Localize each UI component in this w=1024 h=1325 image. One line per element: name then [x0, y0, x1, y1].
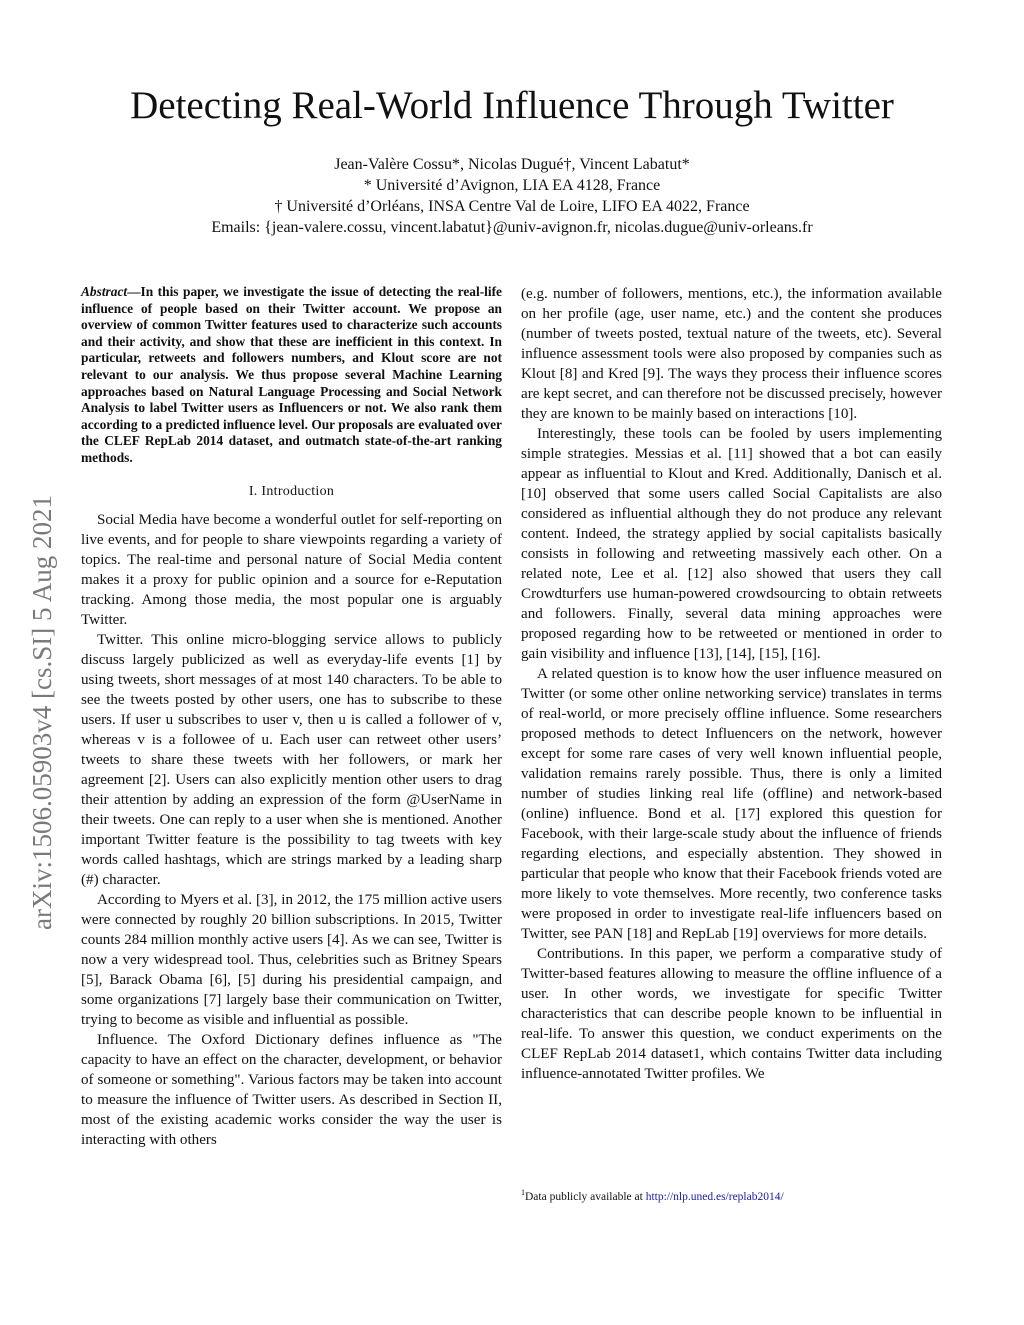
affiliation-1: * Université d’Avignon, LIA EA 4128, France: [363, 177, 661, 194]
right-column: [521, 284, 942, 1084]
paragraph: Influence. The Oxford Dictionary defines influence as "The capacity to have an effect on the character, development, or behavior of someone or something". Various factors may be taken into account to measure the influence of Twitter users. As described in Section II, most of the existing academic works consider the way the user is interacting with others: [81, 1031, 502, 1148]
left-column: [81, 284, 502, 1150]
footnote-text: Data publicly available at: [525, 1190, 646, 1203]
paragraph: Twitter. This online micro-blogging service allows to publicly discuss largely publicized as well as everyday-life events [1] by using tweets, short messages of at most 140 characters. To be able to see the tweets posted by other users, one has to subscribe to these users. If user u subscribes to user v, then u is called a follower of v, whereas v is a followee of u. Each user can retweet other users’ tweets to share these tweets with her followers, or mark her agreement [2]. Users can also explicitly mention other users to drag their attention by adding an expression of the form @UserName in their tweets. One can reply to a user when she is mentioned. Another important Twitter feature is the possibility to tag tweets with key words called hashtags, which are strings marked by a leading sharp (#) character.: [81, 631, 502, 888]
footnote-marker: 1: [521, 1188, 525, 1197]
paragraph: Contributions. In this paper, we perform a comparative study of Twitter-based features allowing to measure the offline influence of a user. In other words, we investigate for specific Twitter characteristics that can describe people known to be influential in real-life. To answer this question, we conduct experiments on the CLEF RepLab 2014 dataset1, which contains Twitter data including influence-annotated Twitter profiles. We: [521, 946, 942, 1082]
abstract: [81, 284, 502, 467]
paragraph: (e.g. number of followers, mentions, etc.), the information available on her profile (age, user name, etc.) and the content she produces (number of tweets posted, textual nature of the tweets, etc). Several influence assessment tools were also proposed by companies such as Klout [8] and Kred [9]. The ways they process their influence scores are kept secret, and can therefore not be discussed precisely, however they are known to be mainly based on interactions [10].: [521, 286, 942, 422]
paragraph: Interestingly, these tools can be fooled by users implementing simple strategies. Messias et al. [11] showed that a bot can easily appear as influential to Klout and Kred. Additionally, Danisch et al. [10] observed that some users called Social Capitalists are also considered as influential although they do not produce any relevant content. Indeed, the strategy applied by social capitalists basically consists in following and retweeting massively each other. On a related note, Lee et al. [12] also showed that users they call Crowdturfers use human-powered crowdsourcing to obtain retweets and followers. Finally, several data mining approaches were proposed regarding how to be retweeted or mentioned in order to gain visibility and influence [13], [14], [15], [16].: [521, 426, 942, 662]
section-heading: I. Introduction: [248, 483, 335, 499]
footnote-link[interactable]: http://nlp.uned.es/replab2014/: [645, 1190, 784, 1203]
paragraph: According to Myers et al. [3], in 2012, the 175 million active users were connected by roughly 20 billion subscriptions. In 2015, Twitter counts 284 million monthly active users [4]. As we can see, Twitter is now a very widespread tool. Thus, celebrities such as Britney Spears [5], Barack Obama [6], [5] during his presidential campaign, and some organizations [7] largely base their communication on Twitter, trying to become as visible and influential as possible.: [81, 891, 502, 1028]
footnote: [521, 1185, 951, 1205]
abstract-text: —In this paper, we investigate the issue of detecting the real-life influence of people based on their Twitter account. We propose an overview of common Twitter features used to characterize such accounts and their activity, and show that these are inefficient in this context. In particular, retweets and followers numbers, and Klout score are not relevant to our analysis. We thus propose several Machine Learning approaches based on Natural Language Processing and Social Network Analysis to label Twitter users as Influencers or not. We also rank them according to a predicted influence level. Our proposals are evaluated over the CLEF RepLab 2014 dataset, and outmatch state-of-the-art ranking methods.: [81, 284, 502, 465]
paper-title: Detecting Real-World Influence Through Twitter: [130, 84, 894, 127]
paragraph: A related question is to know how the user influence measured on Twitter (or some other online networking service) translates in terms of real-world, or more precisely offline influence. Some researchers proposed methods to detect Influencers on the network, however except for some rare cases of very well known influential people, validation remains rarely possible. Thus, there is only a limited number of studies linking real life (offline) and network-based (online) influence. Bond et al. [17] explored this question for Facebook, with their large-scale study about the influence of friends regarding elections, and especially abstention. They showed in particular that people who know that their Facebook friends voted are more likely to vote themselves. More recently, two conference tasks were proposed in order to investigate real-life influencers based on Twitter, see PAN [18] and RepLab [19] overviews for more details.: [521, 666, 942, 942]
affiliation-2: † Université d’Orléans, INSA Centre Val de Loire, LIFO EA 4022, France: [274, 198, 750, 215]
authors-line: Jean-Valère Cossu*, Nicolas Dugué†, Vincent Labatut*: [334, 156, 690, 173]
paragraph: Social Media have become a wonderful outlet for self-reporting on live events, and for people to share viewpoints regarding a variety of topics. The real-time and personal nature of Social Media content makes it a proxy for public opinion and a source for e-Reputation tracking. Among those media, the most popular one is arguably Twitter.: [81, 511, 502, 628]
emails: Emails: {jean-valere.cossu, vincent.labatut}@univ-avignon.fr, nicolas.dugue@univ-orleans.fr: [211, 219, 813, 236]
arxiv-stamp: arXiv:1506.05903v4 [cs.SI] 5 Aug 2021: [27, 495, 57, 930]
abstract-label: Abstract: [81, 284, 128, 299]
author-block: [0, 154, 1024, 238]
